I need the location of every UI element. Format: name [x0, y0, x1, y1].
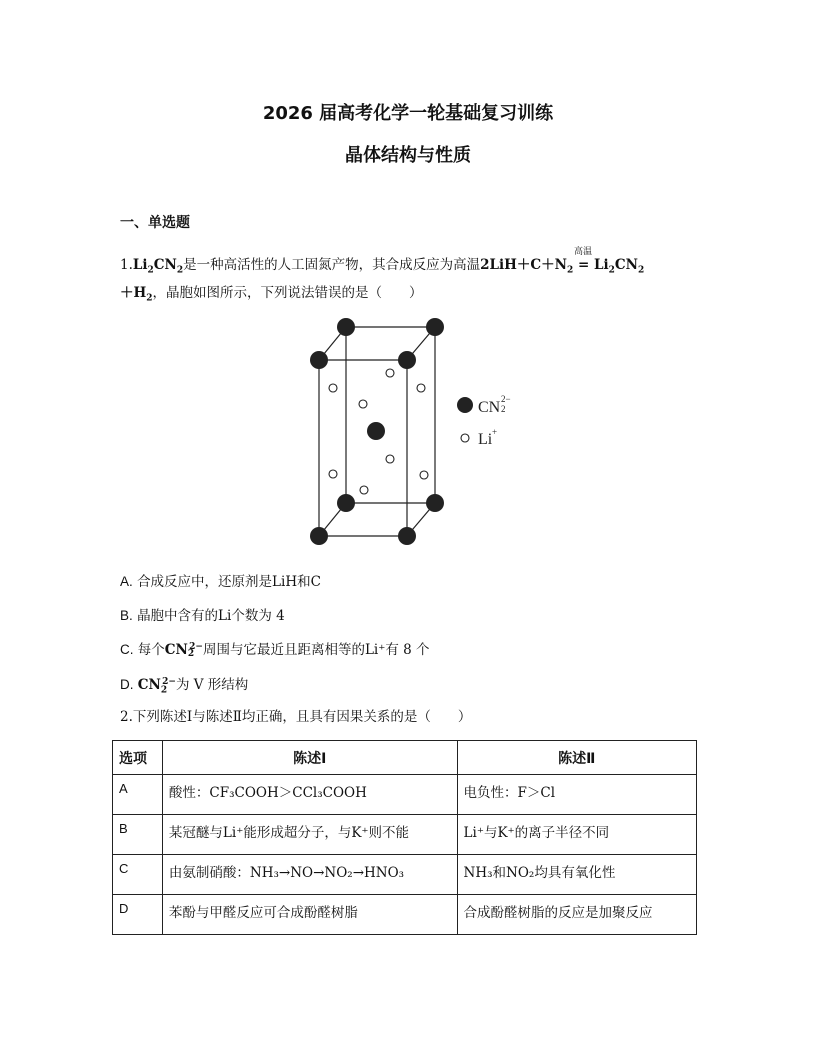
option-a[interactable]: A. 合成反应中，还原剂是LiH和C	[120, 574, 321, 590]
legend-cn2-marker	[457, 397, 473, 413]
table-row	[113, 815, 697, 855]
cn2-ion	[337, 318, 355, 336]
li-ion	[420, 471, 428, 479]
table-header-row	[113, 741, 697, 775]
option-d[interactable]: D. $CN_2^{2-}$为 V 形结构	[120, 676, 249, 696]
reaction-condition: 高温	[573, 247, 592, 257]
li-ion	[386, 369, 394, 377]
statement-table	[112, 740, 697, 935]
cn2-ion	[310, 527, 328, 545]
cn2-ion	[310, 351, 328, 369]
legend-li-marker	[461, 434, 469, 442]
question-2-stem: 2.下列陈述Ⅰ与陈述Ⅱ均正确，且具有因果关系的是（ ）	[120, 709, 472, 725]
li-ion	[329, 470, 337, 478]
cn2-ion	[337, 494, 355, 512]
svg-text:+: +	[492, 427, 498, 437]
table-row	[113, 855, 697, 895]
table-cell: 某冠醚与Li⁺能形成超分子，与K⁺则不能	[162, 815, 457, 855]
svg-text:2: 2	[501, 404, 506, 414]
cn2-ion	[398, 527, 416, 545]
table-cell: B	[113, 815, 163, 855]
crystal-cell-figure	[300, 312, 530, 552]
table-cell: NH₃和NO₂均具有氧化性	[457, 855, 696, 895]
li-ion	[360, 486, 368, 494]
table-cell: 酸性：CF₃COOH＞CCl₃COOH	[162, 775, 457, 815]
svg-text:2−: 2−	[501, 394, 511, 404]
option-c[interactable]: C. 每个$CN_2^{2-}$周围与它最近且距离相等的Li⁺有 8 个	[120, 641, 430, 659]
cn2-ions	[310, 318, 444, 545]
question-1-stem: $1.Li_2CN_2$是一种高活性的人工固氮产物，其合成反应为高温$2LiH+C+N_2$ 高温 = $Li_2CN_2$ $+H_2$，晶胞如图所示，下列说法错误的是（ ）	[120, 254, 710, 309]
table-cell: 苯酚与甲醛反应可合成酚醛树脂	[162, 895, 457, 935]
table-cell: D	[113, 895, 163, 935]
li-ion	[386, 455, 394, 463]
legend-li-label: Li	[478, 431, 493, 448]
table-cell: C	[113, 855, 163, 895]
cn2-ion	[398, 351, 416, 369]
option-b[interactable]: B. 晶胞中含有的Li个数为 4	[120, 608, 285, 624]
document-subtitle: 晶体结构与性质	[345, 145, 471, 166]
li-ion	[417, 384, 425, 392]
table-row	[113, 895, 697, 935]
li-ion	[329, 384, 337, 392]
table-cell: 电负性：F＞Cl	[457, 775, 696, 815]
cn2-ion	[367, 422, 385, 440]
table-cell: 合成酚醛树脂的反应是加聚反应	[457, 895, 696, 935]
table-row	[113, 775, 697, 815]
table-cell: A	[113, 775, 163, 815]
table-cell: Li⁺与K⁺的离子半径不同	[457, 815, 696, 855]
section-heading: 一、单选题	[120, 215, 190, 231]
cn2-ion	[426, 318, 444, 336]
li-ion	[359, 400, 367, 408]
legend-cn2-label: CN	[478, 399, 501, 416]
table-header: 陈述Ⅱ	[457, 741, 696, 775]
table-header: 选项	[113, 741, 163, 775]
table-cell: 由氨制硝酸：NH₃→NO→NO₂→HNO₃	[162, 855, 457, 895]
table-header: 陈述Ⅰ	[162, 741, 457, 775]
cn2-ion	[426, 494, 444, 512]
document-title: 2026 届高考化学一轮基础复习训练	[262, 103, 554, 124]
